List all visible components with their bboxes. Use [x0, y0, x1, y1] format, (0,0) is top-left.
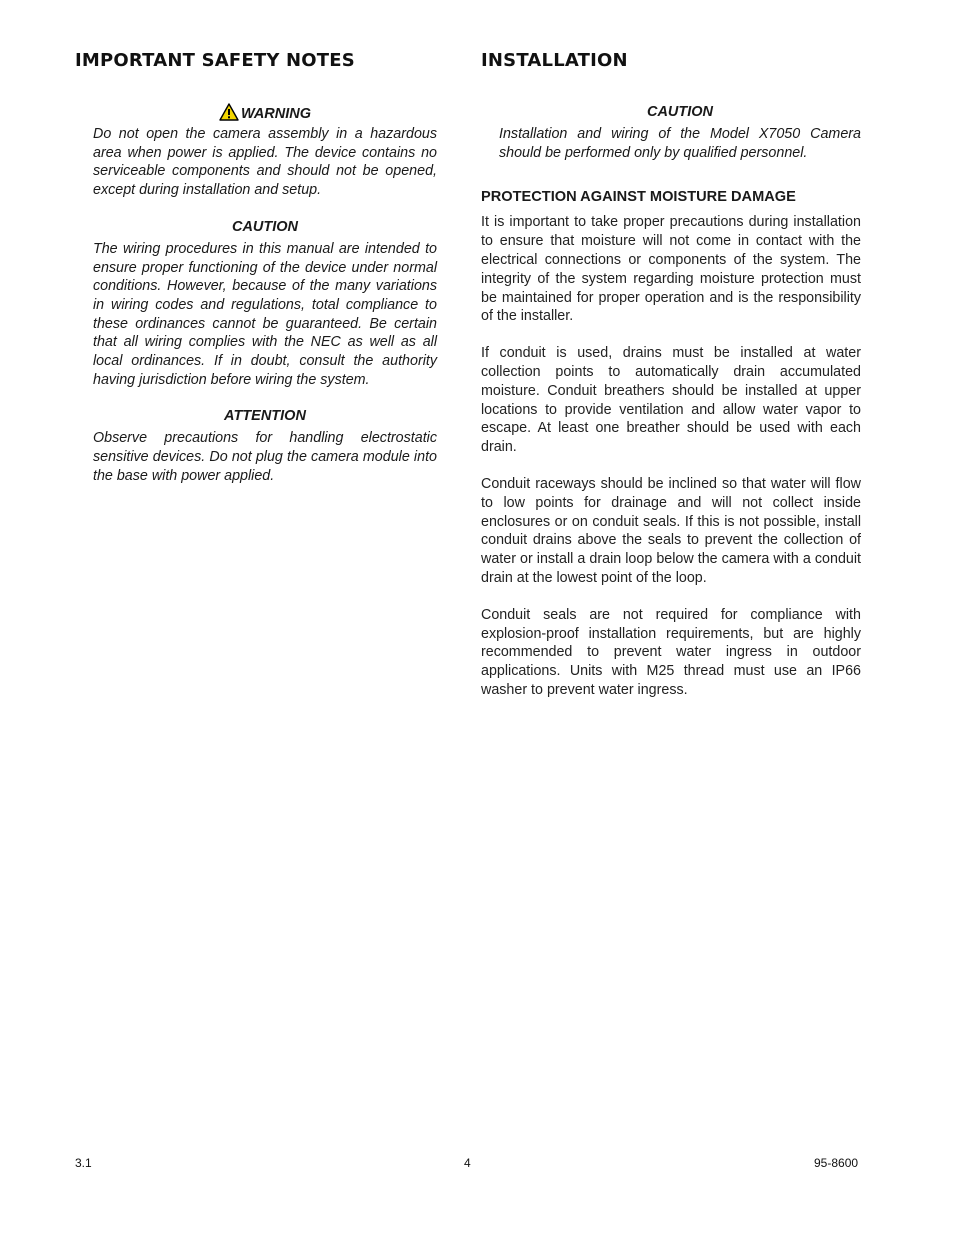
caution-notice — [93, 218, 437, 390]
footer-revision: 3.1 — [75, 1156, 92, 1170]
safety-notes-column — [75, 50, 437, 486]
moisture-heading: PROTECTION AGAINST MOISTURE DAMAGE — [481, 189, 796, 206]
moisture-paragraphs — [481, 213, 861, 699]
warning-triangle-icon — [219, 103, 239, 126]
footer-doc-number: 95-8600 — [814, 1156, 859, 1170]
attention-heading: ATTENTION — [224, 408, 306, 425]
moisture-paragraph: It is important to take proper precautions during installation to ensure that moisture will not come in contact with the electrical connections or components of the system. The integrity of the system regarding moisture protection must be maintained for proper operation and is the responsibility of the installer. — [481, 214, 861, 325]
installation-caution-notice — [499, 103, 861, 162]
attention-text: Observe precautions for handling electrostatic sensitive devices. Do not plug the camera module into the base with power applied. — [93, 430, 437, 484]
warning-heading-text: WARNING — [240, 106, 312, 122]
installation-column — [481, 50, 861, 700]
moisture-paragraph: Conduit raceways should be inclined so that water will flow to low points for drainage and will not collect inside enclosures or on conduit seals. If this is not possible, install conduit drains above the seals to prevent the collection of water or install a drain loop below the camera with a conduit drain at the lowest point of the loop. — [481, 475, 861, 586]
warning-text: Do not open the camera assembly in a hazardous area when power is applied. The device contains no serviceable components and should not be opened, except during installation and setup. — [93, 126, 437, 199]
moisture-paragraph: If conduit is used, drains must be installed at water collection points to automatically drain accumulated moisture. Conduit breathers should be installed at upper locations to provide ventilation and allow water vapor to escape. At least one breather should be used with each drain. — [481, 345, 861, 456]
installation-caution-heading: CAUTION — [646, 104, 714, 120]
safety-notes-title: IMPORTANT SAFETY NOTES — [75, 50, 355, 71]
caution-text: The wiring procedures in this manual are intended to ensure proper functioning of the device under normal conditions. However, because of the many variations in wiring codes and regulations, total compliance to these ordinances cannot be guaranteed. Be certain that all wiring complies with the NEC as well as all local ordinances. If in doubt, consult the authority having jurisdiction before wiring the system. — [93, 240, 437, 388]
moisture-paragraph: Conduit seals are not required for compliance with explosion-proof installation requirements, but are highly recommended to prevent water ingress in outdoor applications. Units with M25 thread must use an IP66 washer to prevent water ingress. — [481, 606, 861, 698]
warning-notice — [93, 103, 437, 200]
installation-title: INSTALLATION — [481, 50, 628, 71]
footer-page-number: 4 — [464, 1156, 471, 1170]
installation-caution-text: Installation and wiring of the Model X7050 Camera should be performed only by qualified personnel. — [499, 126, 861, 161]
caution-heading: CAUTION — [231, 218, 299, 235]
attention-notice — [93, 407, 437, 485]
warning-heading — [93, 103, 437, 121]
